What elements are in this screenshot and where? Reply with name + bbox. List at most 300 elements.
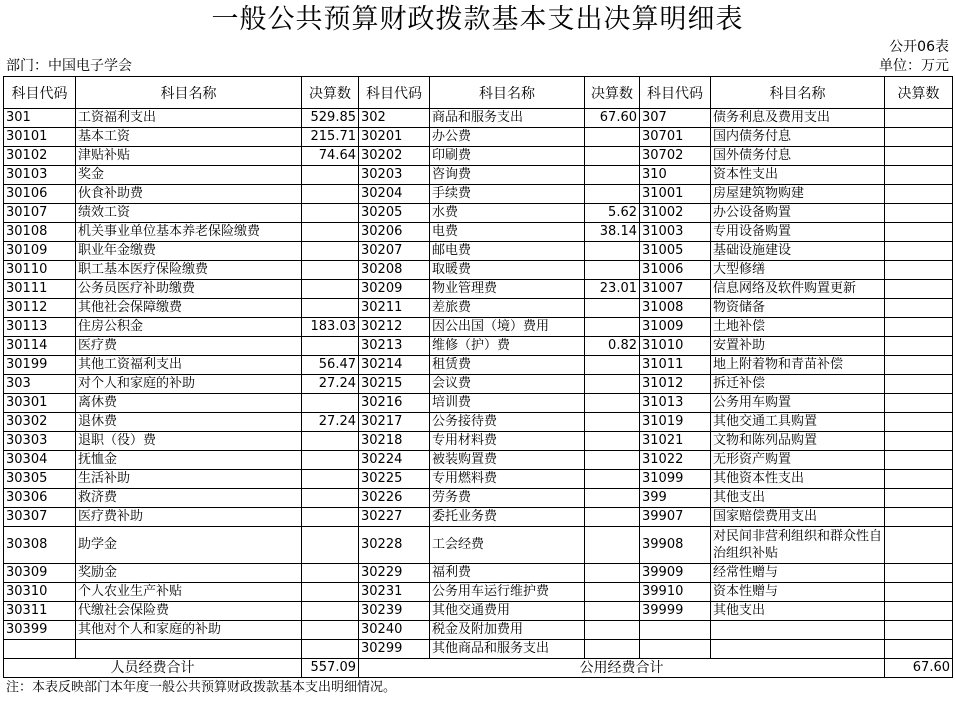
personnel-total-label: 人员经费合计	[4, 659, 302, 678]
cell-code-1: 30309	[4, 564, 76, 583]
cell-amount-3	[885, 583, 953, 602]
cell-amount-3	[885, 318, 953, 337]
cell-name-2: 被装购置费	[430, 451, 585, 470]
cell-amount-1	[302, 640, 359, 659]
cell-name-3: 土地补偿	[711, 318, 885, 337]
table-row	[4, 508, 953, 527]
cell-code-3: 399	[640, 489, 711, 508]
cell-amount-3	[885, 602, 953, 621]
cell-amount-3	[885, 280, 953, 299]
cell-amount-2	[585, 413, 640, 432]
cell-amount-2	[585, 394, 640, 413]
cell-code-3: 39910	[640, 583, 711, 602]
cell-amount-1	[302, 299, 359, 318]
cell-name-3: 对民间非营利组织和群众性自治组织补贴	[711, 527, 885, 564]
cell-code-1: 30310	[4, 583, 76, 602]
cell-name-3: 公务用车购置	[711, 394, 885, 413]
cell-amount-3	[885, 413, 953, 432]
cell-name-2: 培训费	[430, 394, 585, 413]
table-row	[4, 527, 953, 564]
cell-name-1: 职业年金缴费	[76, 242, 302, 261]
cell-code-1: 30199	[4, 356, 76, 375]
cell-name-2: 税金及附加费用	[430, 621, 585, 640]
cell-code-2: 302	[359, 109, 430, 128]
cell-name-1: 奖励金	[76, 564, 302, 583]
table-row	[4, 109, 953, 128]
cell-amount-3	[885, 564, 953, 583]
cell-name-2: 专用燃料费	[430, 470, 585, 489]
cell-code-2: 30231	[359, 583, 430, 602]
table-row	[4, 564, 953, 583]
cell-code-3: 31007	[640, 280, 711, 299]
cell-code-1: 30103	[4, 166, 76, 185]
table-row	[4, 128, 953, 147]
cell-amount-3	[885, 470, 953, 489]
cell-code-3: 39908	[640, 527, 711, 564]
header-code-3: 科目代码	[640, 77, 711, 109]
cell-code-2: 30214	[359, 356, 430, 375]
cell-code-3: 31019	[640, 413, 711, 432]
cell-name-1: 公务员医疗补助缴费	[76, 280, 302, 299]
cell-name-3: 无形资产购置	[711, 451, 885, 470]
cell-code-3: 31001	[640, 185, 711, 204]
cell-name-1	[76, 640, 302, 659]
cell-name-2: 维修（护）费	[430, 337, 585, 356]
table-header-row	[4, 77, 953, 109]
cell-amount-3	[885, 223, 953, 242]
cell-code-1: 30114	[4, 337, 76, 356]
cell-code-2: 30204	[359, 185, 430, 204]
cell-code-2: 30229	[359, 564, 430, 583]
cell-name-2: 其他交通费用	[430, 602, 585, 621]
table-row	[4, 432, 953, 451]
cell-amount-3	[885, 109, 953, 128]
public-total-value: 67.60	[885, 659, 953, 678]
cell-amount-3	[885, 621, 953, 640]
cell-amount-3	[885, 640, 953, 659]
cell-name-3: 办公设备购置	[711, 204, 885, 223]
cell-code-2: 30225	[359, 470, 430, 489]
header-name-1: 科目名称	[76, 77, 302, 109]
cell-name-2: 电费	[430, 223, 585, 242]
table-row	[4, 223, 953, 242]
cell-name-1: 医疗费补助	[76, 508, 302, 527]
cell-amount-2: 23.01	[585, 280, 640, 299]
cell-code-3: 31010	[640, 337, 711, 356]
cell-code-3: 31009	[640, 318, 711, 337]
cell-amount-1	[302, 261, 359, 280]
cell-code-2: 30299	[359, 640, 430, 659]
cell-name-2: 劳务费	[430, 489, 585, 508]
cell-name-3: 国家赔偿费用支出	[711, 508, 885, 527]
cell-code-1	[4, 640, 76, 659]
cell-code-2: 30228	[359, 527, 430, 564]
cell-name-1: 离休费	[76, 394, 302, 413]
header-code-1: 科目代码	[4, 77, 76, 109]
cell-amount-2	[585, 242, 640, 261]
cell-code-3: 31099	[640, 470, 711, 489]
cell-code-3	[640, 621, 711, 640]
cell-name-3: 资本性支出	[711, 166, 885, 185]
table-row	[4, 280, 953, 299]
cell-code-1: 30307	[4, 508, 76, 527]
cell-name-2: 物业管理费	[430, 280, 585, 299]
cell-amount-1	[302, 337, 359, 356]
cell-amount-1	[302, 527, 359, 564]
cell-name-2: 公务接待费	[430, 413, 585, 432]
cell-name-2: 邮电费	[430, 242, 585, 261]
cell-name-2: 公务用车运行维护费	[430, 583, 585, 602]
cell-name-3: 经常性赠与	[711, 564, 885, 583]
cell-amount-2	[585, 640, 640, 659]
cell-code-3: 307	[640, 109, 711, 128]
cell-name-3: 资本性赠与	[711, 583, 885, 602]
cell-name-3: 国内债务付息	[711, 128, 885, 147]
cell-name-1: 医疗费	[76, 337, 302, 356]
cell-name-1: 其他工资福利支出	[76, 356, 302, 375]
cell-name-3: 其他支出	[711, 602, 885, 621]
header-code-2: 科目代码	[359, 77, 430, 109]
cell-name-2: 租赁费	[430, 356, 585, 375]
cell-code-3: 310	[640, 166, 711, 185]
cell-name-3: 文物和陈列品购置	[711, 432, 885, 451]
cell-code-1: 30109	[4, 242, 76, 261]
cell-name-1: 抚恤金	[76, 451, 302, 470]
cell-name-1: 基本工资	[76, 128, 302, 147]
cell-name-1: 对个人和家庭的补助	[76, 375, 302, 394]
cell-code-3: 31013	[640, 394, 711, 413]
cell-name-3: 地上附着物和青苗补偿	[711, 356, 885, 375]
cell-amount-1: 74.64	[302, 147, 359, 166]
cell-name-1: 机关事业单位基本养老保险缴费	[76, 223, 302, 242]
cell-amount-2	[585, 602, 640, 621]
cell-code-1: 30304	[4, 451, 76, 470]
personnel-total-value: 557.09	[302, 659, 359, 678]
cell-amount-2: 38.14	[585, 223, 640, 242]
cell-name-3: 房屋建筑物购建	[711, 185, 885, 204]
cell-code-1: 30301	[4, 394, 76, 413]
cell-amount-1	[302, 223, 359, 242]
cell-amount-3	[885, 299, 953, 318]
cell-amount-3	[885, 242, 953, 261]
header-amount-1: 决算数	[302, 77, 359, 109]
cell-amount-2	[585, 185, 640, 204]
cell-amount-2	[585, 299, 640, 318]
cell-amount-2	[585, 128, 640, 147]
cell-code-2: 30202	[359, 147, 430, 166]
cell-name-1: 生活补助	[76, 470, 302, 489]
cell-code-1: 30311	[4, 602, 76, 621]
cell-code-1: 30111	[4, 280, 76, 299]
cell-name-2: 取暖费	[430, 261, 585, 280]
cell-amount-1: 56.47	[302, 356, 359, 375]
cell-amount-1	[302, 583, 359, 602]
cell-amount-3	[885, 451, 953, 470]
cell-name-3: 国外债务付息	[711, 147, 885, 166]
table-row	[4, 337, 953, 356]
cell-amount-1	[302, 508, 359, 527]
form-number: 公开06表	[889, 39, 949, 55]
cell-amount-1	[302, 602, 359, 621]
cell-code-1: 301	[4, 109, 76, 128]
cell-code-2: 30239	[359, 602, 430, 621]
cell-name-2: 咨询费	[430, 166, 585, 185]
cell-amount-1	[302, 432, 359, 451]
table-row	[4, 299, 953, 318]
cell-amount-3	[885, 337, 953, 356]
cell-name-3: 拆迁补偿	[711, 375, 885, 394]
cell-code-3: 31012	[640, 375, 711, 394]
cell-name-1: 奖金	[76, 166, 302, 185]
cell-code-2: 30211	[359, 299, 430, 318]
cell-code-1: 30303	[4, 432, 76, 451]
cell-code-3: 31006	[640, 261, 711, 280]
cell-amount-1: 215.71	[302, 128, 359, 147]
cell-amount-1	[302, 564, 359, 583]
cell-amount-1: 529.85	[302, 109, 359, 128]
cell-code-3	[640, 640, 711, 659]
footnote: 注：本表反映部门本年度一般公共预算财政拨款基本支出明细情况。	[6, 680, 397, 695]
cell-name-3: 大型修缮	[711, 261, 885, 280]
cell-name-3: 基础设施建设	[711, 242, 885, 261]
cell-code-1: 30306	[4, 489, 76, 508]
table-row	[4, 318, 953, 337]
header-amount-3: 决算数	[885, 77, 953, 109]
cell-code-2: 30217	[359, 413, 430, 432]
cell-name-2: 委托业务费	[430, 508, 585, 527]
cell-code-1: 30113	[4, 318, 76, 337]
cell-name-3: 信息网络及软件购置更新	[711, 280, 885, 299]
cell-code-1: 303	[4, 375, 76, 394]
cell-amount-2	[585, 451, 640, 470]
table-row	[4, 640, 953, 659]
cell-amount-2	[585, 318, 640, 337]
cell-amount-2	[585, 375, 640, 394]
cell-code-3: 31022	[640, 451, 711, 470]
cell-name-1: 住房公积金	[76, 318, 302, 337]
cell-code-2: 30218	[359, 432, 430, 451]
cell-code-2: 30227	[359, 508, 430, 527]
cell-name-1: 绩效工资	[76, 204, 302, 223]
table-row	[4, 185, 953, 204]
cell-amount-2: 5.62	[585, 204, 640, 223]
cell-amount-1	[302, 166, 359, 185]
cell-code-3: 31008	[640, 299, 711, 318]
cell-amount-1	[302, 451, 359, 470]
cell-name-2: 手续费	[430, 185, 585, 204]
cell-code-1: 30108	[4, 223, 76, 242]
table-row	[4, 356, 953, 375]
cell-amount-3	[885, 489, 953, 508]
cell-code-1: 30112	[4, 299, 76, 318]
cell-amount-3	[885, 527, 953, 564]
cell-name-1: 代缴社会保险费	[76, 602, 302, 621]
cell-name-1: 助学金	[76, 527, 302, 564]
public-total-label: 公用经费合计	[359, 659, 885, 678]
cell-name-1: 工资福利支出	[76, 109, 302, 128]
cell-name-3: 其他资本性支出	[711, 470, 885, 489]
cell-code-2: 30209	[359, 280, 430, 299]
unit-label: 单位：万元	[879, 58, 949, 74]
cell-name-2: 工会经费	[430, 527, 585, 564]
cell-name-2: 专用材料费	[430, 432, 585, 451]
totals-row	[4, 659, 953, 678]
cell-name-3: 债务利息及费用支出	[711, 109, 885, 128]
cell-code-3: 31002	[640, 204, 711, 223]
cell-amount-3	[885, 185, 953, 204]
cell-amount-2	[585, 527, 640, 564]
cell-code-2: 30224	[359, 451, 430, 470]
table-row	[4, 261, 953, 280]
cell-code-2: 30226	[359, 489, 430, 508]
cell-code-2: 30212	[359, 318, 430, 337]
cell-amount-1	[302, 280, 359, 299]
cell-amount-1	[302, 621, 359, 640]
cell-amount-1	[302, 489, 359, 508]
cell-code-3: 39907	[640, 508, 711, 527]
cell-name-1: 伙食补助费	[76, 185, 302, 204]
cell-amount-3	[885, 147, 953, 166]
cell-amount-3	[885, 394, 953, 413]
cell-code-2: 30213	[359, 337, 430, 356]
cell-name-2: 福利费	[430, 564, 585, 583]
table-row	[4, 470, 953, 489]
cell-amount-2	[585, 508, 640, 527]
cell-code-2: 30216	[359, 394, 430, 413]
cell-code-3: 30702	[640, 147, 711, 166]
cell-code-3: 31005	[640, 242, 711, 261]
table-row	[4, 147, 953, 166]
table-row	[4, 204, 953, 223]
cell-name-2: 因公出国（境）费用	[430, 318, 585, 337]
cell-amount-1	[302, 242, 359, 261]
cell-name-2: 商品和服务支出	[430, 109, 585, 128]
cell-code-3: 39999	[640, 602, 711, 621]
cell-name-2: 会议费	[430, 375, 585, 394]
cell-amount-1: 183.03	[302, 318, 359, 337]
cell-name-2: 印刷费	[430, 147, 585, 166]
cell-code-2: 30208	[359, 261, 430, 280]
cell-amount-2	[585, 621, 640, 640]
cell-name-3: 其他支出	[711, 489, 885, 508]
expenditure-table	[3, 76, 953, 678]
cell-code-3: 31021	[640, 432, 711, 451]
cell-name-1: 其他社会保障缴费	[76, 299, 302, 318]
cell-code-1: 30107	[4, 204, 76, 223]
cell-amount-3	[885, 261, 953, 280]
table-row	[4, 602, 953, 621]
cell-amount-2	[585, 166, 640, 185]
header-name-2: 科目名称	[430, 77, 585, 109]
cell-name-3: 其他交通工具购置	[711, 413, 885, 432]
cell-code-1: 30302	[4, 413, 76, 432]
cell-name-3: 专用设备购置	[711, 223, 885, 242]
cell-amount-3	[885, 204, 953, 223]
cell-amount-2	[585, 356, 640, 375]
cell-code-3: 39909	[640, 564, 711, 583]
cell-name-2: 水费	[430, 204, 585, 223]
cell-code-2: 30207	[359, 242, 430, 261]
cell-code-1: 30110	[4, 261, 76, 280]
cell-amount-2	[585, 147, 640, 166]
cell-code-1: 30399	[4, 621, 76, 640]
cell-name-1: 救济费	[76, 489, 302, 508]
cell-name-3	[711, 640, 885, 659]
page-title: 一般公共预算财政拨款基本支出决算明细表	[211, 4, 744, 35]
cell-amount-3	[885, 508, 953, 527]
table-row	[4, 583, 953, 602]
cell-amount-1	[302, 185, 359, 204]
cell-amount-2	[585, 583, 640, 602]
cell-name-1: 个人农业生产补贴	[76, 583, 302, 602]
cell-code-2: 30215	[359, 375, 430, 394]
cell-name-1: 退休费	[76, 413, 302, 432]
cell-amount-1: 27.24	[302, 375, 359, 394]
cell-name-1: 津贴补贴	[76, 147, 302, 166]
cell-code-2: 30203	[359, 166, 430, 185]
cell-amount-2	[585, 432, 640, 451]
table-row	[4, 413, 953, 432]
cell-amount-3	[885, 128, 953, 147]
header-amount-2: 决算数	[585, 77, 640, 109]
cell-amount-1	[302, 394, 359, 413]
cell-name-1: 退职（役）费	[76, 432, 302, 451]
header-name-3: 科目名称	[711, 77, 885, 109]
cell-code-1: 30106	[4, 185, 76, 204]
cell-amount-1: 27.24	[302, 413, 359, 432]
cell-name-3: 安置补助	[711, 337, 885, 356]
cell-name-3	[711, 621, 885, 640]
cell-code-1: 30305	[4, 470, 76, 489]
cell-amount-2	[585, 261, 640, 280]
table-row	[4, 621, 953, 640]
cell-code-3: 31011	[640, 356, 711, 375]
table-row	[4, 489, 953, 508]
cell-code-1: 30308	[4, 527, 76, 564]
table-row	[4, 375, 953, 394]
cell-amount-2: 0.82	[585, 337, 640, 356]
department-label: 部门：中国电子学会	[6, 58, 132, 74]
cell-amount-2	[585, 470, 640, 489]
cell-code-2: 30206	[359, 223, 430, 242]
cell-amount-1	[302, 204, 359, 223]
table-row	[4, 394, 953, 413]
cell-name-3: 物资储备	[711, 299, 885, 318]
cell-amount-3	[885, 432, 953, 451]
table-row	[4, 242, 953, 261]
cell-amount-3	[885, 375, 953, 394]
cell-code-2: 30201	[359, 128, 430, 147]
cell-code-3: 30701	[640, 128, 711, 147]
cell-code-2: 30205	[359, 204, 430, 223]
cell-code-1: 30102	[4, 147, 76, 166]
cell-code-3: 31003	[640, 223, 711, 242]
cell-amount-2: 67.60	[585, 109, 640, 128]
cell-amount-2	[585, 564, 640, 583]
cell-amount-1	[302, 470, 359, 489]
cell-name-1: 其他对个人和家庭的补助	[76, 621, 302, 640]
cell-name-2: 其他商品和服务支出	[430, 640, 585, 659]
cell-code-1: 30101	[4, 128, 76, 147]
table-row	[4, 451, 953, 470]
cell-amount-3	[885, 356, 953, 375]
cell-name-1: 职工基本医疗保险缴费	[76, 261, 302, 280]
cell-name-2: 差旅费	[430, 299, 585, 318]
cell-code-2: 30240	[359, 621, 430, 640]
cell-amount-3	[885, 166, 953, 185]
cell-amount-2	[585, 489, 640, 508]
table-row	[4, 166, 953, 185]
